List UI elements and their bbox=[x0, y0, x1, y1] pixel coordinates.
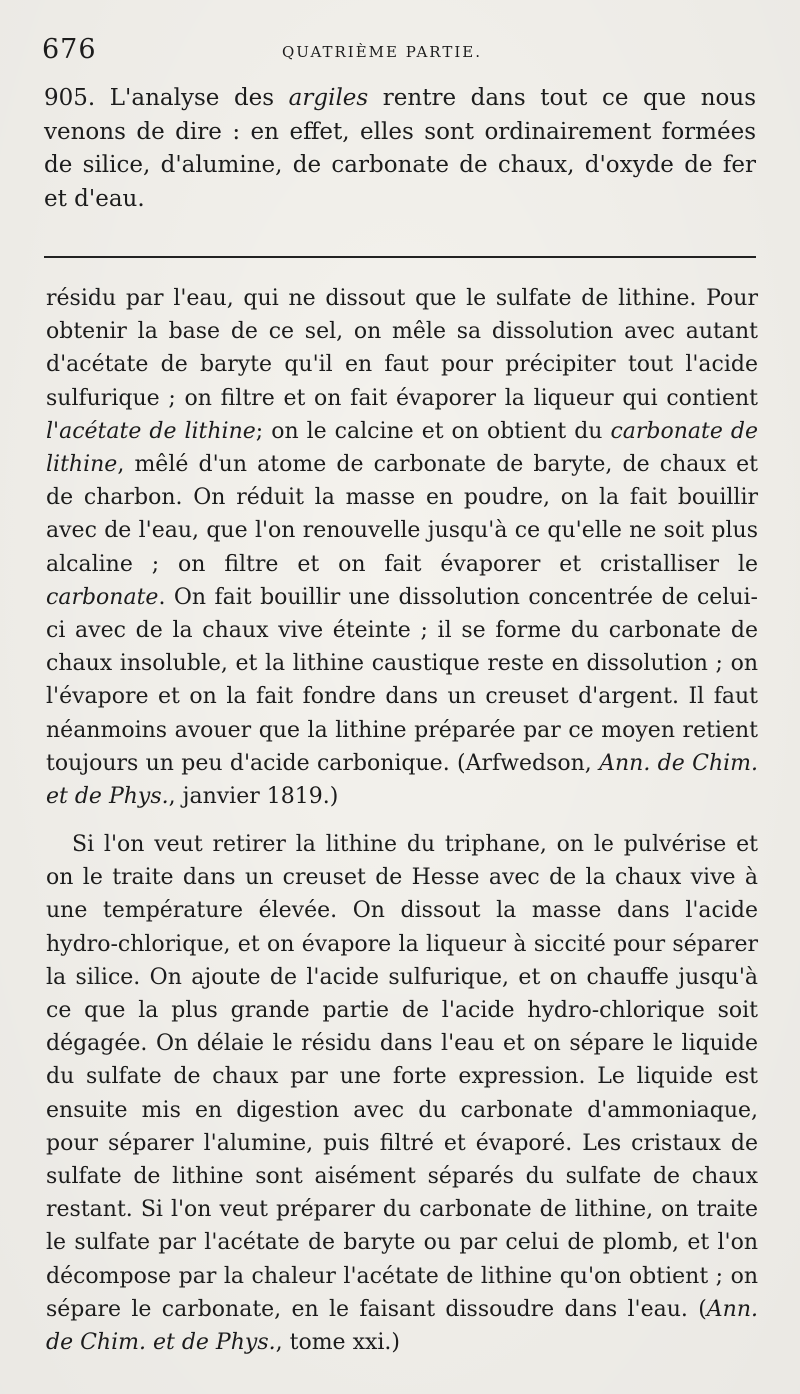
text-segment: , tome xxi.) bbox=[275, 1330, 400, 1356]
section-number: 905. bbox=[44, 85, 110, 111]
text-segment: résidu par l'eau, qui ne dissout que le sulfate de lithine. Pour obtenir la base de ce sel, on mêle sa dissolution avec autant d'acétate de baryte qu'il en faut pour précipiter tout l'acide sulfurique ; on filtre et on fait évaporer la liqueur qui contient bbox=[46, 286, 758, 411]
page-number: 676 bbox=[42, 34, 97, 65]
italic-term: carbonate de lithine bbox=[46, 418, 759, 478]
citation-journal: Ann. de Chim. et de Phys. bbox=[46, 1296, 758, 1356]
footnote-paragraph-1 bbox=[46, 282, 758, 813]
italic-term: carbonate bbox=[46, 584, 159, 610]
text-segment: ; on le calcine et on obtient du bbox=[255, 418, 611, 444]
text-segment: L'analyse des bbox=[109, 85, 289, 111]
text-segment: rentre dans tout ce que nous venons de dire : en effet, elles sont ordinairement formées de silice, d'alumine, de carbonate de chaux, d'oxyde de fer et d'eau. bbox=[44, 85, 756, 212]
page-header bbox=[42, 34, 762, 70]
footnote-separator-rule bbox=[44, 256, 756, 258]
italic-term: l'acétate de lithine bbox=[46, 418, 256, 444]
citation-journal: Ann. de Chim. et de Phys. bbox=[46, 750, 759, 810]
italic-term: argiles bbox=[288, 85, 369, 111]
text-segment: Si l'on veut retirer la lithine du triphane, on le pulvérise et on le traite dans un creuset de Hesse avec de la chaux vive à une température élevée. On dissout la masse dans l'acide hydro-chlorique, et on évapore la liqueur à siccité pour séparer la silice. On ajoute de l'acide sulfurique, et on chauffe jusqu'à ce que la plus grande partie de l'acide hydro-chlorique soit dégagée. On délaie le résidu dans l'eau et on sépare le liquide du sulfate de chaux par une forte expression. Le liquide est ensuite mis en digestion avec du carbonate d'ammoniaque, pour séparer l'alumine, puis filtré et évaporé. Les cristaux de sulfate de lithine sont aisément séparés du sulfate de chaux restant. Si l'on veut préparer du carbonate de lithine, on traite le sulfate par l'acétate de baryte ou par celui de plomb, et l'on décompose par la chaleur l'acétate de lithine qu'on obtient ; on sépare le carbonate, en le faisant dissoudre dans l'eau. ( bbox=[46, 832, 758, 1322]
text-segment: , janvier 1819.) bbox=[168, 784, 339, 810]
text-segment: . On fait bouillir une dissolution concentrée de celui-ci avec de la chaux vive éteinte ; il se forme du carbonate de chaux insoluble, et la lithine caustique reste en dissolution ; on l'évapore et on la fait fondre dans un creuset d'argent. Il faut néanmoins avouer que la lithine préparée par ce moyen retient toujours un peu d'acide carbonique. (Arfwedson, bbox=[46, 584, 758, 776]
running-head: QUATRIÈME PARTIE. bbox=[282, 43, 482, 61]
footnote-paragraph-2 bbox=[46, 828, 758, 1359]
text-segment: , mêlé d'un atome de carbonate de baryte, de chaux et de charbon. On réduit la masse en poudre, on la fait bouillir avec de l'eau, que l'on renouvelle jusqu'à ce qu'elle ne soit plus alcaline ; on filtre et on fait évaporer et cristalliser le bbox=[46, 452, 758, 577]
section-905-paragraph bbox=[44, 82, 756, 216]
